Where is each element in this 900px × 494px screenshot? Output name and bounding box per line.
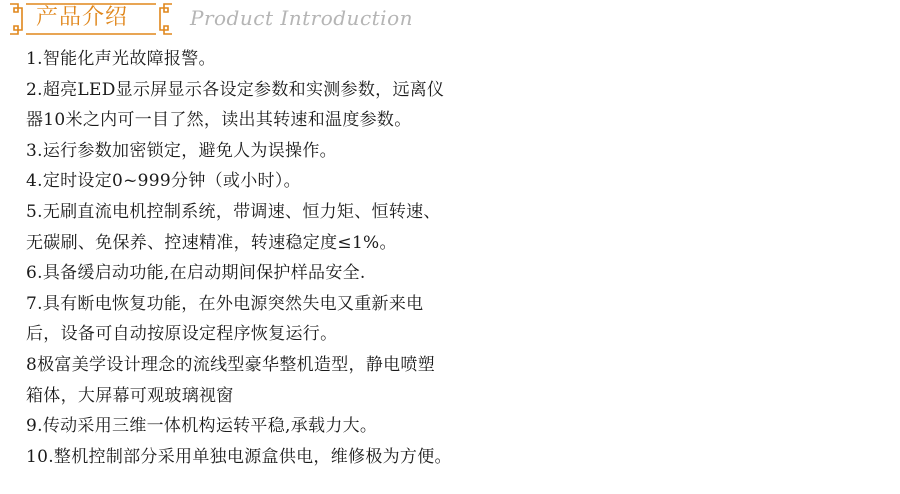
feature-line: 1.智能化声光故障报警。 (26, 49, 216, 69)
feature-line: 9.传动采用三维一体机构运转平稳,承载力大。 (26, 416, 378, 437)
feature-line: 6.具备缓启动功能,在启动期间保护样品安全. (26, 263, 366, 284)
feature-line: 后，设备可自动按原设定程序恢复运行。 (26, 324, 338, 345)
section-subtitle: Product Introduction (190, 6, 413, 30)
feature-line: 无碳刷、免保养、控速精准，转速稳定度≤1%。 (26, 232, 397, 253)
section-header (0, 0, 900, 40)
section-title: 产品介绍 (36, 5, 129, 30)
feature-line: 7.具有断电恢复功能，在外电源突然失电又重新来电 (26, 293, 424, 314)
feature-line: 箱体，大屏幕可观玻璃视窗 (26, 385, 234, 406)
feature-line: 10.整机控制部分采用单独电源盒供电，维修极为方便。 (26, 446, 452, 467)
feature-line: 8极富美学设计理念的流线型豪华整机造型，静电喷塑 (26, 354, 436, 375)
feature-list (26, 44, 586, 472)
feature-line: 5.无刷直流电机控制系统，带调速、恒力矩、恒转速、 (26, 201, 441, 222)
feature-line: 4.定时设定0~999分钟（或小时）。 (26, 171, 301, 192)
feature-line: 器10米之内可一目了然，读出其转速和温度参数。 (26, 110, 412, 131)
feature-line: 2.超亮LED显示屏显示各设定参数和实测参数，远离仪 (26, 79, 445, 100)
feature-line: 3.运行参数加密锁定，避免人为误操作。 (26, 140, 337, 161)
